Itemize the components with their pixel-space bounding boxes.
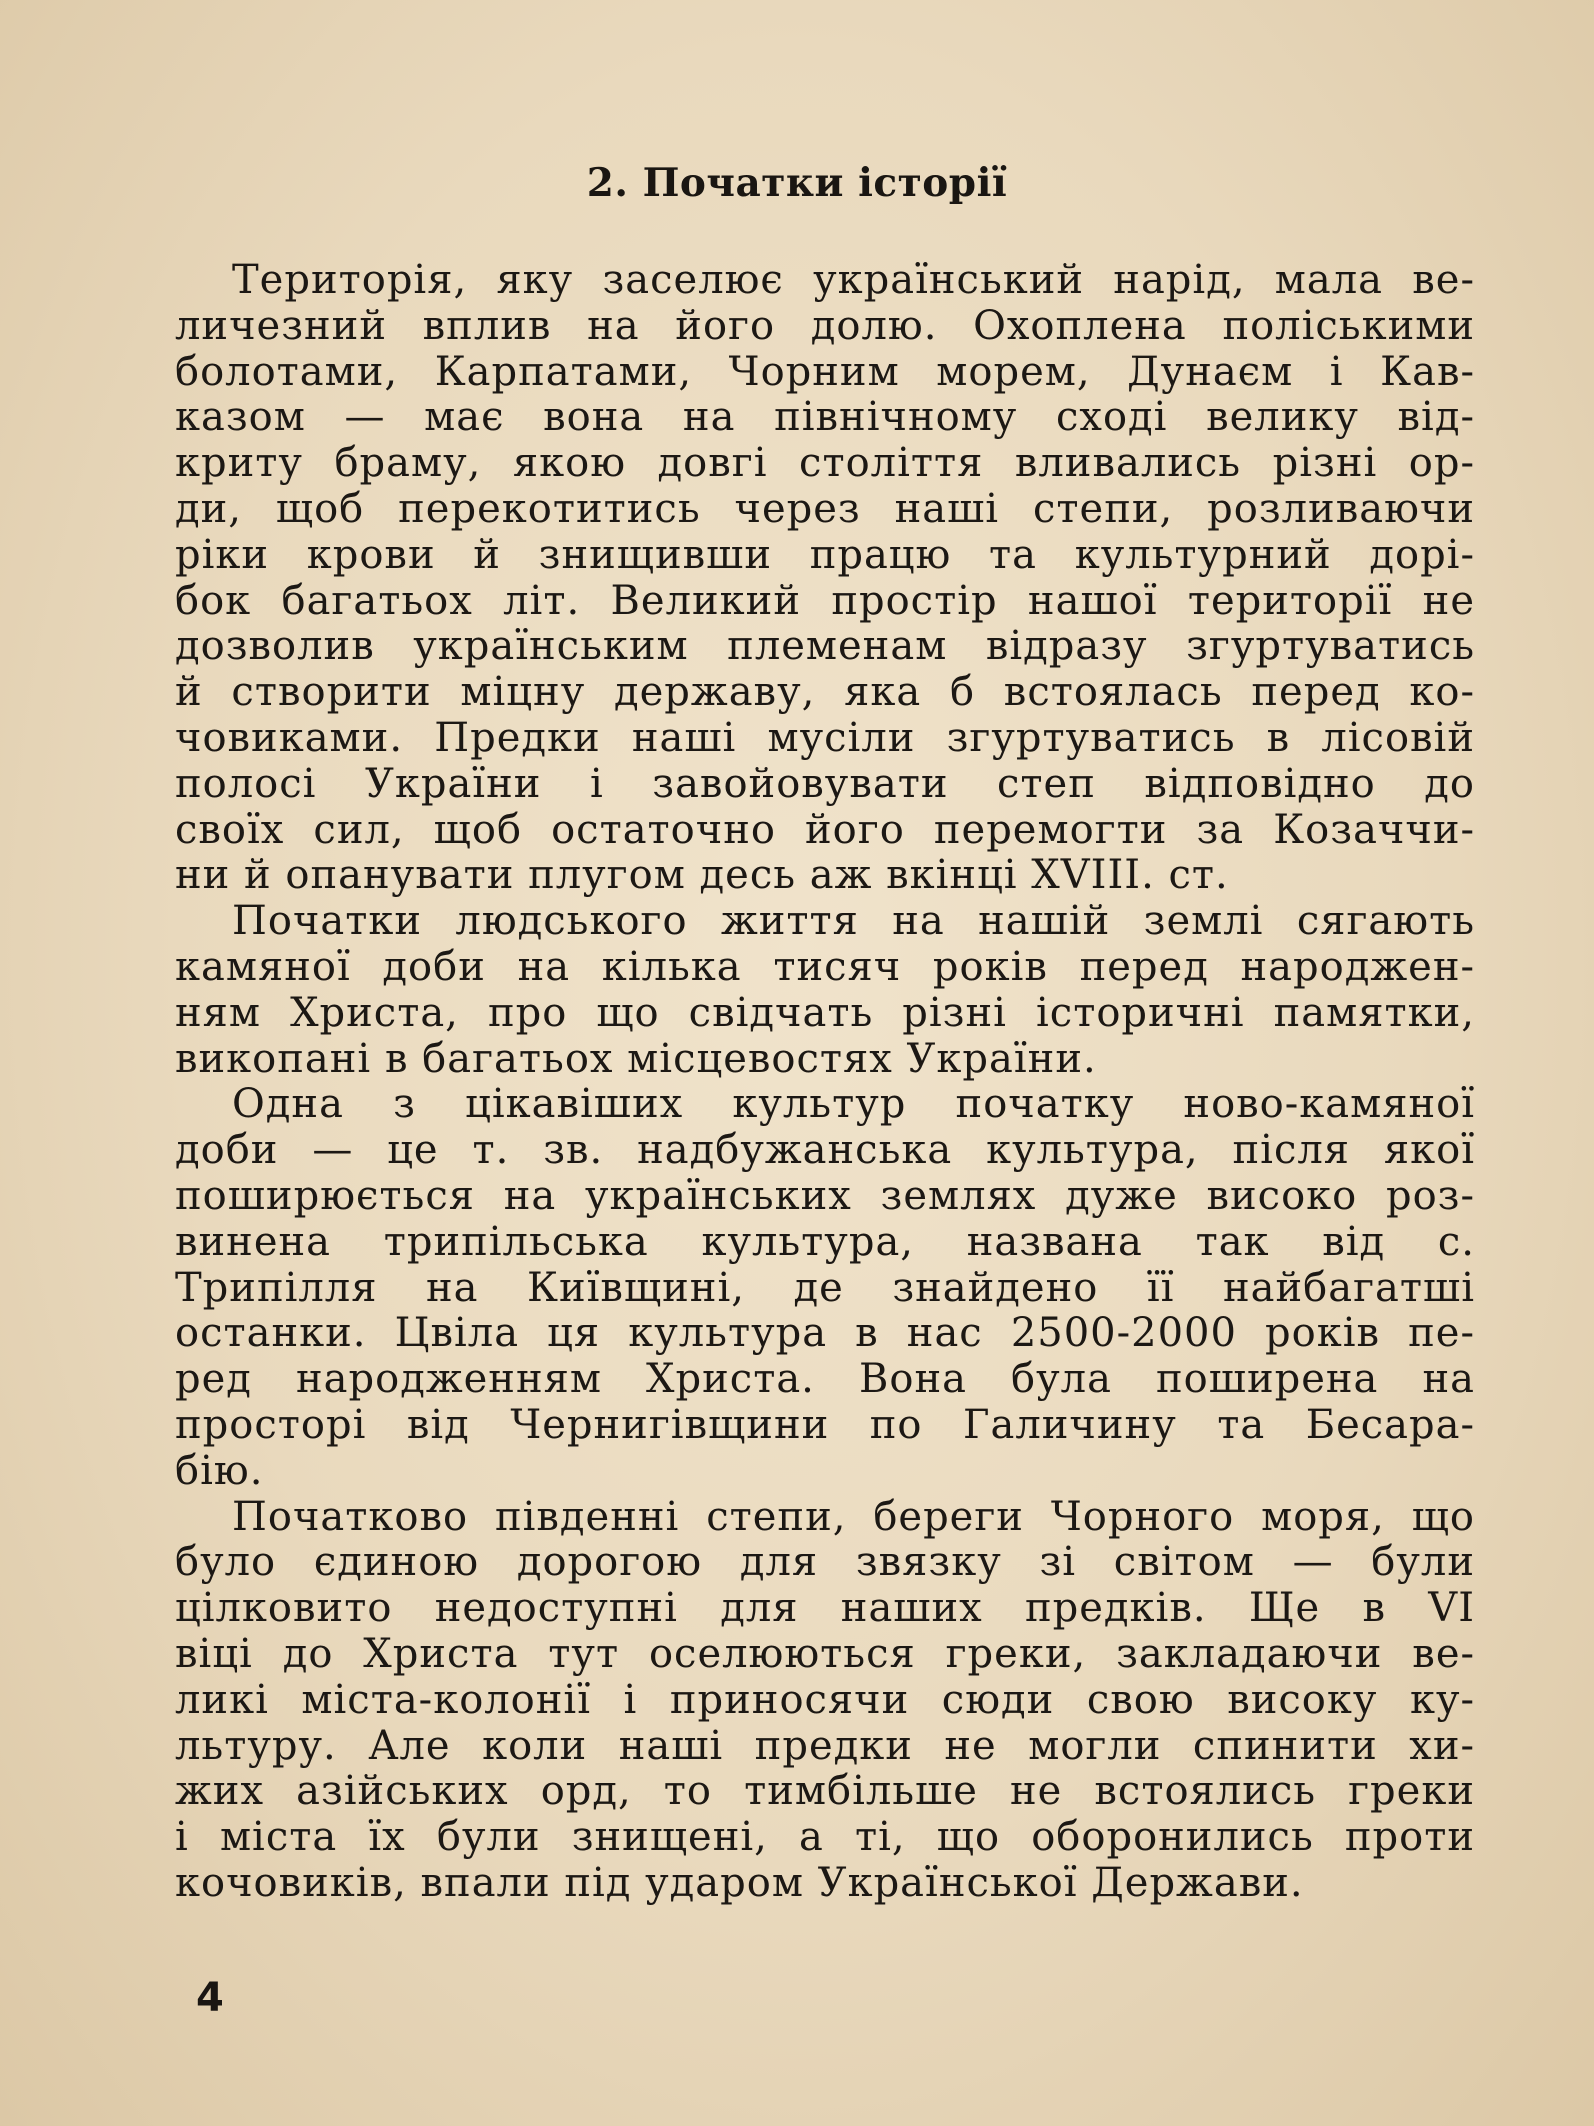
text-line: ред народженням Христа. Вона була поширена на	[175, 1356, 1475, 1403]
text-line: казом — має вона на північному сході велику від-	[175, 394, 1475, 441]
text-line: викопані в багатьох місцевостях України.	[175, 1035, 1097, 1082]
text-line: Територія, яку заселює український нарід, мала ве-	[232, 257, 1475, 303]
section-heading: 2. Початки історії	[586, 160, 1008, 206]
text-line: й створити міцну державу, яка б встоялась перед ко-	[175, 669, 1475, 716]
text-line: і міста їх були знищені, а ті, що оборонились проти	[175, 1814, 1475, 1861]
text-line: личезний вплив на його долю. Охоплена поліськими	[175, 302, 1475, 349]
page-number: 4	[196, 1975, 224, 2021]
text-line: Трипілля на Київщині, де знайдено її найбагатші	[175, 1264, 1475, 1311]
body-text	[175, 258, 1475, 1907]
text-line: бок багатьох літ. Великий простір нашої території не	[175, 577, 1475, 624]
text-line: болотами, Карпатами, Чорним морем, Дунаєм і Кав-	[175, 348, 1475, 395]
text-line: просторі від Чернигівщини по Галичину та Бесара-	[175, 1401, 1475, 1448]
text-line: Одна з цікавіших культур початку ново-камяної	[232, 1081, 1475, 1128]
text-line: дозволив українським племенам відразу згуртуватись	[175, 623, 1475, 670]
text-line: ни й опанувати плугом десь аж вкінці XVIII. ст.	[175, 852, 1229, 899]
text-line: льтуру. Але коли наші предки не могли спинити хи-	[175, 1722, 1475, 1769]
text-line: доби — це т. зв. надбужанська культура, після якої	[175, 1127, 1475, 1174]
text-line: кочовиків, впали під ударом Української Держави.	[175, 1859, 1304, 1906]
text-line: криту браму, якою довгі століття вливались різні ор-	[175, 440, 1475, 487]
text-line: Початково південні степи, береги Чорного моря, що	[232, 1493, 1475, 1540]
text-line: винена трипільська культура, названа так від с.	[175, 1218, 1475, 1265]
text-line: ням Христа, про що свідчать різні історичні памятки,	[175, 989, 1475, 1036]
text-line: було єдиною дорогою для звязку зі світом — були	[175, 1539, 1475, 1586]
text-line: ликі міста-колонії і приносячи сюди свою високу ку-	[175, 1676, 1475, 1723]
text-line: ди, щоб перекотитись через наші степи, розливаючи	[175, 485, 1475, 532]
text-line: полосі України і завойовувати степ відповідно до	[175, 760, 1475, 807]
text-line: бію.	[175, 1447, 264, 1494]
text-line: своїх сил, щоб остаточно його перемогти за Козаччи-	[175, 806, 1475, 853]
text-line: ріки крови й знищивши працю та культурний дорі-	[175, 531, 1475, 578]
text-line: цілковито недоступні для наших предків. Ще в VI	[175, 1585, 1475, 1632]
text-line: жих азійських орд, то тимбільше не встоялись греки	[175, 1768, 1475, 1815]
text-line: Початки людського життя на нашій землі сягають	[232, 898, 1475, 945]
text-line: камяної доби на кілька тисяч років перед народжен-	[175, 943, 1475, 990]
text-line: поширюється на українських землях дуже високо роз-	[175, 1172, 1475, 1219]
text-line: човиками. Предки наші мусіли згуртуватись в лісовій	[175, 714, 1475, 761]
text-line: віці до Христа тут оселюються греки, закладаючи ве-	[175, 1630, 1475, 1677]
text-line: останки. Цвіла ця культура в нас 2500-2000 років пе-	[175, 1310, 1475, 1357]
